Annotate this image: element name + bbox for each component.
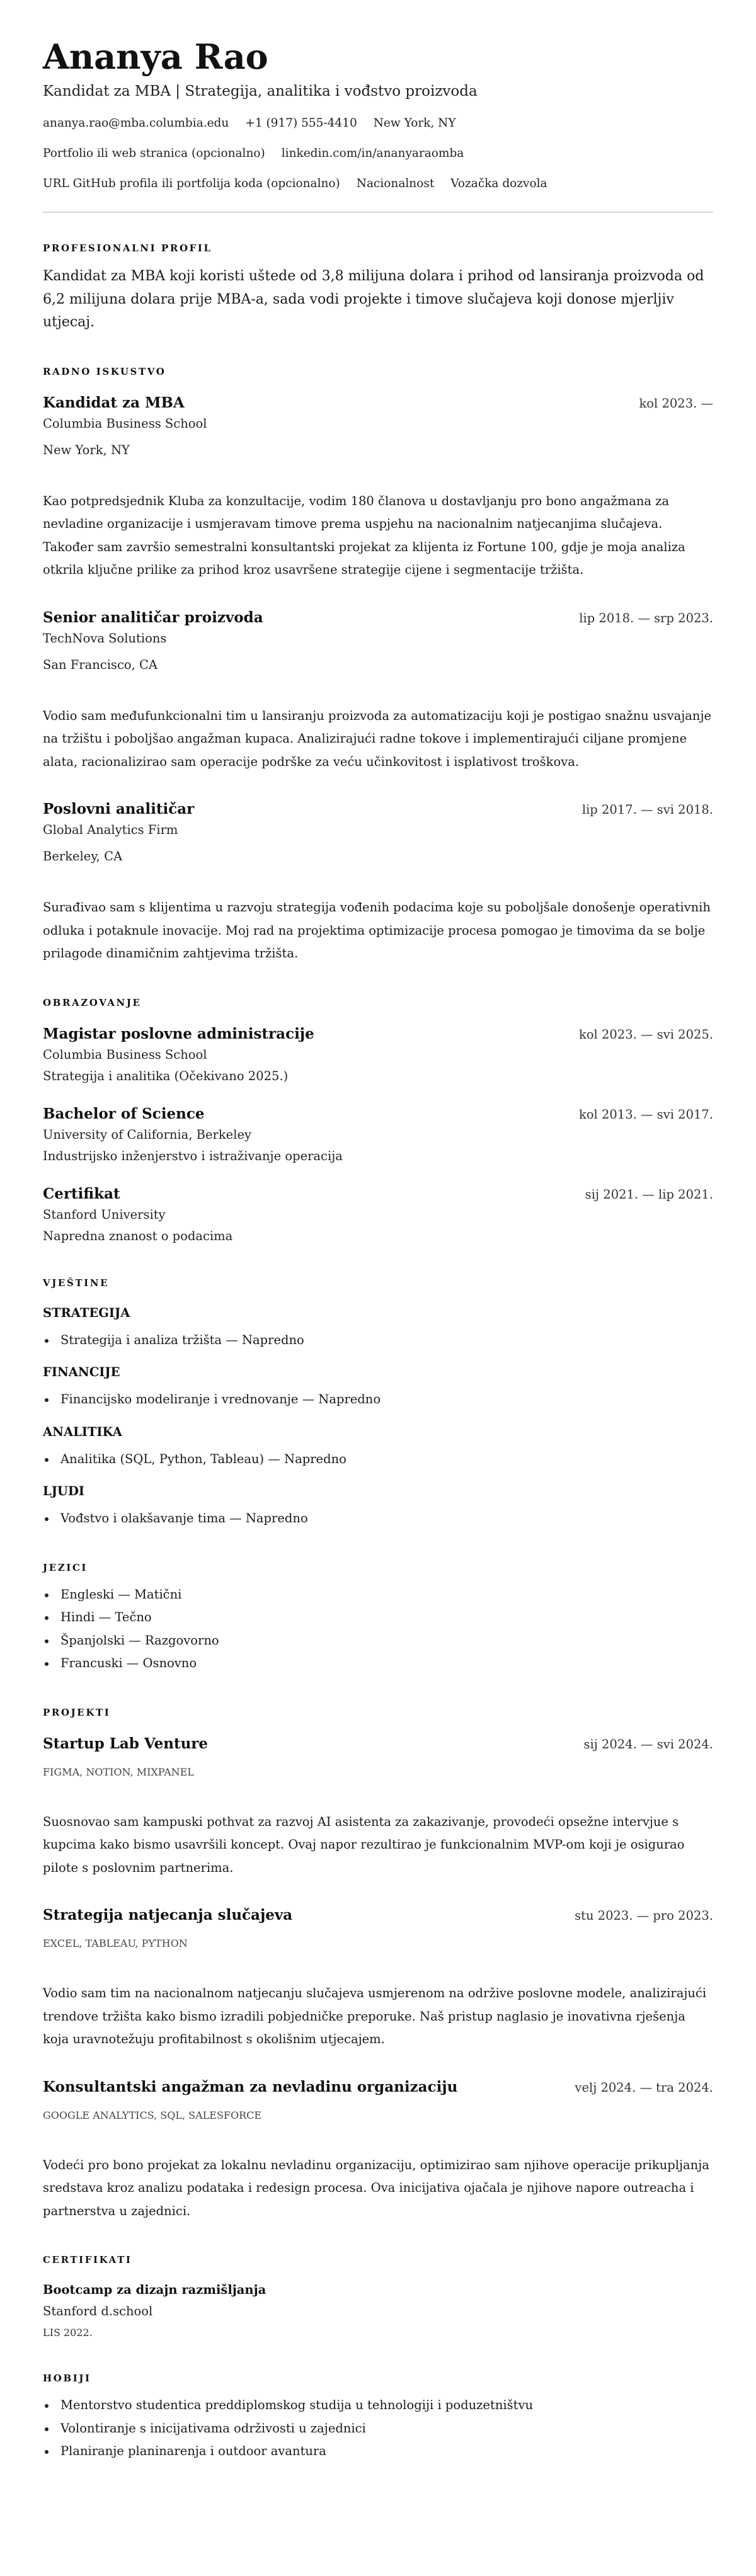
language-item: Španjolski — Razgovorno (43, 1629, 713, 1653)
section-title-languages: JEZICI (43, 1561, 88, 1573)
section-hobbies (43, 2371, 713, 2463)
work-entry (43, 799, 713, 966)
skill-item: Vođstvo i olakšavanje tima — Napredno (43, 1507, 713, 1530)
contact-row-3 (43, 169, 713, 199)
contact-nationality: Nacionalnost (356, 177, 435, 190)
project-tech-stack: GOOGLE ANALYTICS, SQL, SALESFORCE (43, 2109, 262, 2121)
job-title: Kandidat za MBA (43, 394, 185, 411)
skill-list (43, 1329, 713, 1352)
education-entry (43, 1103, 713, 1166)
skill-group-strategy (43, 1304, 713, 1352)
job-description: Surađivao sam s klijentima u razvoju strategija vođenih podacima koje su poboljšale donošenje operativnih odluka i potaknule inovacije. Moj rad na projektima optimizacije procesa pomogao je timovima da se bolje prilagode dinamičnim zahtjevima tržišta. (43, 900, 711, 960)
section-title-education: OBRAZOVANJE (43, 996, 142, 1008)
degree-dates: kol 2023. — svi 2025. (579, 1027, 713, 1042)
certificate-name: Bootcamp za dizajn razmišljanja (43, 2282, 266, 2297)
section-languages (43, 1561, 713, 1675)
contact-drivers-license: Vozačka dozvola (450, 177, 547, 190)
project-dates: velj 2024. — tra 2024. (575, 2080, 713, 2095)
section-title-profile: PROFESIONALNI PROFIL (43, 242, 212, 254)
job-title: Senior analitičar proizvoda (43, 608, 263, 626)
section-title-certificates: CERTIFIKATI (43, 2254, 132, 2265)
contact-github[interactable]: URL GitHub profila ili portfolija koda (opcionalno) (43, 177, 340, 190)
section-certificates (43, 2253, 713, 2341)
section-skills (43, 1276, 713, 1530)
hobby-item: Planiranje planinarenja i outdoor avantura (43, 2440, 713, 2463)
skill-group-analytics (43, 1423, 713, 1471)
hobby-item: Volontiranje s inicijativama održivosti u zajednici (43, 2417, 713, 2441)
project-entry (43, 1905, 713, 2051)
contact-row-1 (43, 108, 713, 139)
section-title-hobbies: HOBIJI (43, 2373, 91, 2384)
section-projects (43, 1706, 713, 2223)
work-entry (43, 392, 713, 582)
hobby-item: Mentorstvo studentica preddiplomskog studija u tehnologiji i poduzetništvu (43, 2394, 713, 2417)
certificate-entry (43, 2281, 713, 2341)
contact-info (43, 108, 713, 199)
candidate-headline: Kandidat za MBA | Strategija, analitika i vođstvo proizvoda (43, 83, 478, 100)
degree-dates: sij 2021. — lip 2021. (585, 1187, 713, 1202)
contact-row-2 (43, 139, 713, 169)
skill-item: Financijsko modeliranje i vrednovanje — Napredno (43, 1388, 713, 1411)
section-title-work: RADNO ISKUSTVO (43, 365, 166, 377)
certificate-date: LIS 2022. (43, 2327, 93, 2339)
degree-title: Magistar poslovne administracije (43, 1025, 314, 1042)
education-entry (43, 1023, 713, 1086)
job-dates: lip 2017. — svi 2018. (581, 802, 713, 817)
skill-group-finance (43, 1363, 713, 1411)
degree-detail: Napredna znanost o podacima (43, 1228, 233, 1243)
project-tech-stack: EXCEL, TABLEAU, PYTHON (43, 1937, 188, 1949)
degree-detail: Strategija i analitika (Očekivano 2025.) (43, 1068, 289, 1083)
section-profile (43, 241, 713, 334)
job-location: Berkeley, CA (43, 849, 123, 863)
degree-dates: kol 2013. — svi 2017. (579, 1107, 713, 1122)
education-entry (43, 1183, 713, 1246)
language-item: Hindi — Tečno (43, 1606, 713, 1629)
skill-list (43, 1448, 713, 1471)
candidate-name: Ananya Rao (43, 37, 268, 77)
skill-group-people (43, 1482, 713, 1530)
job-company: Global Analytics Firm (43, 823, 178, 837)
job-dates: lip 2018. — srp 2023. (579, 610, 713, 625)
project-description: Vodio sam tim na nacionalnom natjecanju slučajeva usmjerenom na održive poslovne modele, analizirajući trendove tržišta kako bismo izradili pobjedničke preporuke. Naš pristup naglasio je inovativna rješenja koja uravnotežuju profitabilnost s okolišnim utjecajem. (43, 1986, 707, 2046)
project-entry (43, 2077, 713, 2223)
hobby-list (43, 2394, 713, 2463)
degree-detail: Industrijsko inženjerstvo i istraživanje operacija (43, 1148, 343, 1163)
header-divider (43, 212, 713, 213)
section-work-experience (43, 365, 713, 966)
language-list (43, 1583, 713, 1675)
skill-item: Strategija i analiza tržišta — Napredno (43, 1329, 713, 1352)
contact-location: New York, NY (373, 117, 456, 130)
section-title-projects: PROJEKTI (43, 1706, 111, 1718)
skill-item: Analitika (SQL, Python, Tableau) — Napredno (43, 1448, 713, 1471)
project-entry (43, 1733, 713, 1880)
job-company: TechNova Solutions (43, 630, 167, 646)
job-dates: kol 2023. — (639, 396, 713, 411)
project-title: Konsultantski angažman za nevladinu organizaciju (43, 2078, 458, 2095)
job-location: New York, NY (43, 442, 130, 457)
section-education (43, 996, 713, 1246)
contact-linkedin[interactable]: linkedin.com/in/ananyaraomba (281, 147, 464, 160)
job-company: Columbia Business School (43, 416, 207, 431)
project-title: Startup Lab Venture (43, 1735, 209, 1752)
certificate-issuer: Stanford d.school (43, 2304, 153, 2318)
skill-category: STRATEGIJA (43, 1305, 130, 1320)
skill-category: LJUDI (43, 1484, 84, 1498)
school-name: Columbia Business School (43, 1047, 207, 1062)
skill-list (43, 1388, 713, 1411)
project-description: Vodeći pro bono projekat za lokalnu nevladinu organizaciju, optimizirao sam njihove operacije prikupljanja sredstava kroz analizu podataka i redesign procesa. Ova inicijativa ojačala je njihove napore outreacha i partnerstva u zajednici. (43, 2157, 709, 2218)
project-description: Suosnovao sam kampuski pothvat za razvoj AI asistenta za zakazivanje, provodeći opsežne intervjue s kupcima kako bismo usavršili koncept. Ovaj napor rezultirao je funkcionalnim MVP-om koji je osigurao pilote s poslovnim partnerima. (43, 1814, 685, 1875)
school-name: University of California, Berkeley (43, 1127, 252, 1142)
job-description: Kao potpredsjednik Kluba za konzultacije, vodim 180 članova u dostavljanju pro bono angažmana za nevladine organizacije i usmjeravam timove prema uspjehu na nacionalnim natjecanjima slučajeva. Također sam završio semestralni konsultantski projekat za klijenta iz Fortune 100, gdje je moja analiza otkrila ključne prilike za prihod kroz usavršene strategije cijene i segmentacije tržišta. (43, 493, 685, 577)
skill-category: FINANCIJE (43, 1365, 120, 1379)
project-dates: sij 2024. — svi 2024. (583, 1736, 713, 1752)
resume-header (43, 34, 713, 213)
project-tech-stack: FIGMA, NOTION, MIXPANEL (43, 1765, 194, 1778)
skill-category: ANALITIKA (43, 1424, 122, 1439)
project-dates: stu 2023. — pro 2023. (575, 1908, 713, 1923)
skill-list (43, 1507, 713, 1530)
language-item: Engleski — Matični (43, 1583, 713, 1607)
degree-title: Certifikat (43, 1185, 120, 1202)
language-item: Francuski — Osnovno (43, 1652, 713, 1675)
contact-portfolio[interactable]: Portfolio ili web stranica (opcionalno) (43, 147, 265, 160)
job-title: Poslovni analitičar (43, 801, 195, 818)
work-entry (43, 607, 713, 774)
project-title: Strategija natjecanja slučajeva (43, 1906, 293, 1923)
degree-title: Bachelor of Science (43, 1105, 205, 1122)
school-name: Stanford University (43, 1207, 166, 1222)
profile-summary: Kandidat za MBA koji koristi uštede od 3,8 milijuna dolara i prihod od lansiranja proizvoda od 6,2 milijuna dolara prije MBA-a, sada vodi projekte i timove slučajeva koji donose mjerljiv utjecaj. (43, 268, 704, 330)
job-description: Vodio sam međufunkcionalni tim u lansiranju proizvoda za automatizaciju koji je postigao snažnu usvajanje na tržištu i poboljšao angažman kupaca. Analizirajući radne tokove i implementirajući ciljane promjene alata, racionalizirao sam operacije podrške za veću učinkovitost i isplativost troškova. (43, 708, 712, 769)
section-title-skills: VJEŠTINE (43, 1277, 110, 1289)
contact-email[interactable]: ananya.rao@mba.columbia.edu (43, 117, 229, 130)
contact-phone[interactable]: +1 (917) 555-4410 (245, 117, 357, 130)
job-location: San Francisco, CA (43, 657, 158, 672)
